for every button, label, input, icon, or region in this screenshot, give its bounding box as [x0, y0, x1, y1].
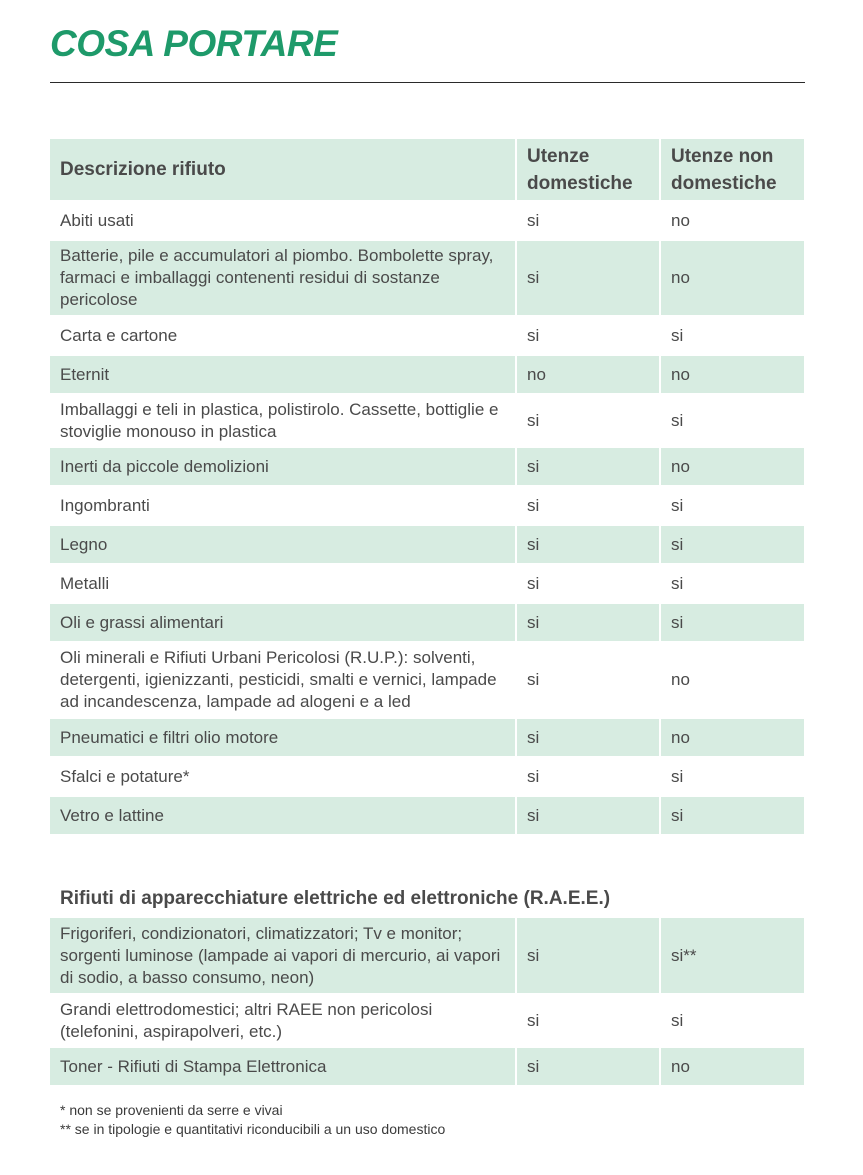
row-non-domestic-value: no	[660, 447, 804, 486]
table-row	[50, 603, 804, 642]
row-domestic-value: si	[516, 447, 660, 486]
page-title: COSA PORTARE	[50, 23, 338, 64]
row-description: Frigoriferi, condizionatori, climatizzatori; Tv e monitor; sorgenti luminose (lampade ai vapori di mercurio, ai vapori di sodio, a basso consumo, neon)	[50, 918, 516, 994]
row-description: Imballaggi e teli in plastica, polistirolo. Cassette, bottiglie e stoviglie monouso in plastica	[50, 394, 516, 447]
row-description: Legno	[50, 525, 516, 564]
row-domestic-value: si	[516, 201, 660, 240]
row-description: Oli minerali e Rifiuti Urbani Pericolosi (R.U.P.): solventi, detergenti, igienizzanti, pesticidi, smalti e vernici, lampade ad incandescenza, lampade ad alogeni e a led	[50, 642, 516, 718]
row-description: Metalli	[50, 564, 516, 603]
row-description: Carta e cartone	[50, 316, 516, 355]
row-description: Toner - Rifiuti di Stampa Elettronica	[50, 1047, 516, 1086]
table-row	[50, 718, 804, 757]
row-domestic-value: si	[516, 240, 660, 316]
row-domestic-value: si	[516, 796, 660, 835]
table-row	[50, 757, 804, 796]
row-non-domestic-value: si	[660, 564, 804, 603]
row-non-domestic-value: si	[660, 994, 804, 1047]
row-domestic-value: si	[516, 486, 660, 525]
row-non-domestic-value: si	[660, 525, 804, 564]
row-description: Ingombranti	[50, 486, 516, 525]
table-row	[50, 564, 804, 603]
row-domestic-value: si	[516, 394, 660, 447]
row-domestic-value: si	[516, 757, 660, 796]
footnote: * non se provenienti da serre e vivai	[60, 1102, 283, 1118]
row-description: Inerti da piccole demolizioni	[50, 447, 516, 486]
row-non-domestic-value: si	[660, 486, 804, 525]
table-row	[50, 525, 804, 564]
row-non-domestic-value: si	[660, 796, 804, 835]
row-description: Eternit	[50, 355, 516, 394]
table-row	[50, 316, 804, 355]
row-domestic-value: si	[516, 642, 660, 718]
row-description: Sfalci e potature*	[50, 757, 516, 796]
table-row	[50, 240, 804, 316]
header-description: Descrizione rifiuto	[50, 139, 516, 201]
row-domestic-value: no	[516, 355, 660, 394]
row-description: Vetro e lattine	[50, 796, 516, 835]
row-description: Oli e grassi alimentari	[50, 603, 516, 642]
row-non-domestic-value: si	[660, 394, 804, 447]
row-non-domestic-value: si	[660, 757, 804, 796]
row-non-domestic-value: no	[660, 642, 804, 718]
row-description: Pneumatici e filtri olio motore	[50, 718, 516, 757]
row-non-domestic-value: si**	[660, 918, 804, 994]
header-non-domestic: Utenze non domestiche	[660, 139, 804, 201]
header-domestic: Utenze domestiche	[516, 139, 660, 201]
table-row	[50, 642, 804, 718]
table-row	[50, 796, 804, 835]
table-row	[50, 355, 804, 394]
table-row	[50, 394, 804, 447]
table-row	[50, 201, 804, 240]
row-non-domestic-value: si	[660, 316, 804, 355]
table-row	[50, 486, 804, 525]
row-description: Grandi elettrodomestici; altri RAEE non pericolosi (telefonini, aspirapolveri, etc.)	[50, 994, 516, 1047]
title-divider	[50, 82, 805, 83]
row-domestic-value: si	[516, 718, 660, 757]
table-header-row	[50, 139, 804, 201]
row-domestic-value: si	[516, 994, 660, 1047]
table-row	[50, 447, 804, 486]
row-domestic-value: si	[516, 316, 660, 355]
raee-section-title: Rifiuti di apparecchiature elettriche ed elettroniche (R.A.E.E.)	[60, 888, 611, 909]
footnotes	[60, 1101, 445, 1139]
table-row	[50, 1047, 804, 1086]
row-non-domestic-value: no	[660, 1047, 804, 1086]
row-non-domestic-value: no	[660, 240, 804, 316]
row-non-domestic-value: no	[660, 355, 804, 394]
row-non-domestic-value: si	[660, 603, 804, 642]
raee-table	[50, 918, 804, 1087]
row-domestic-value: si	[516, 918, 660, 994]
row-description: Abiti usati	[50, 201, 516, 240]
row-domestic-value: si	[516, 603, 660, 642]
row-domestic-value: si	[516, 525, 660, 564]
table-row	[50, 918, 804, 994]
waste-table	[50, 139, 804, 836]
row-domestic-value: si	[516, 1047, 660, 1086]
row-non-domestic-value: no	[660, 718, 804, 757]
table-row	[50, 994, 804, 1047]
footnote: ** se in tipologie e quantitativi riconducibili a un uso domestico	[60, 1121, 446, 1137]
row-description: Batterie, pile e accumulatori al piombo. Bombolette spray, farmaci e imballaggi contenenti residui di sostanze pericolose	[50, 240, 516, 316]
row-domestic-value: si	[516, 564, 660, 603]
row-non-domestic-value: no	[660, 201, 804, 240]
